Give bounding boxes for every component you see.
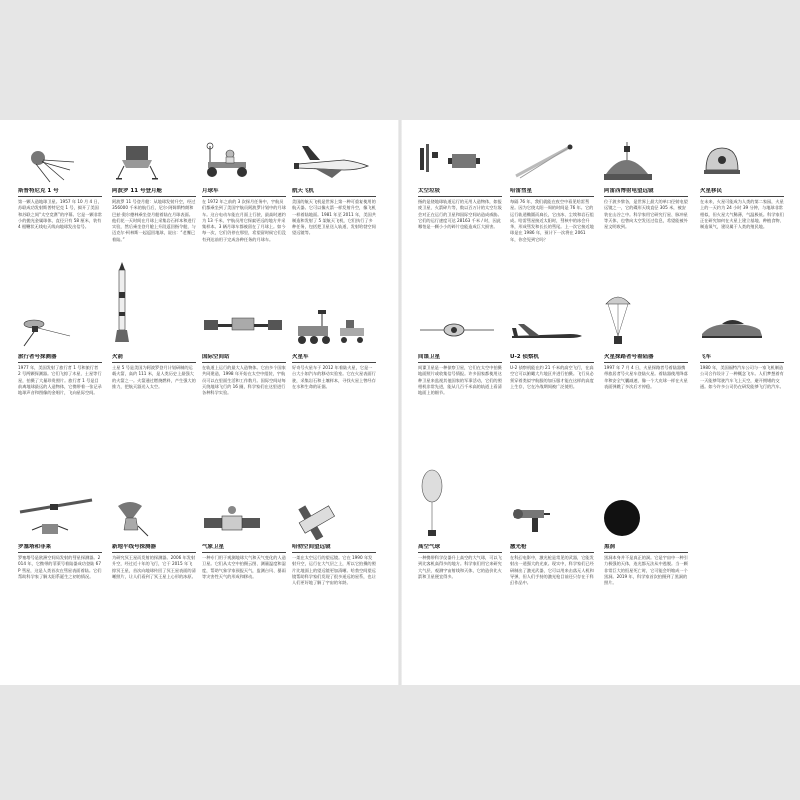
entry-u2 [510, 306, 594, 390]
entry-sputnik [18, 140, 102, 230]
entry-title: 国际空间站 [202, 354, 286, 363]
entry-body: 在 1972 年之前的 3 次探月任务中，宇航员们都乘坐到了美国宇航员阿波罗计划中的月球车。这台电动车能在月面上行驶，最高时速约为 13 千米，宇航员用它探索更远的地方并采集样本。3 辆月球车都被留在了月球上。如今每一次，它们仍停在那里，希望留时候它们没有到达前用于完成各种任务的月球车。 [202, 199, 286, 242]
space-junk-icon [418, 140, 502, 184]
entry-title: 阿波罗 11 号登月舱 [112, 188, 196, 197]
entry-new-horizons [112, 496, 196, 580]
entry-title: 黑洞 [604, 544, 688, 553]
entry-rocket [112, 262, 196, 390]
entry-body: 阿波罗 11 号登月舱：从地球发射升空，经过 356000 千米的航行后，尼尔·阿姆斯特朗和巴兹·奥尔德林乘坐登月舱着陆在月球表面。他们花一天时间在月球上采集岩石样本和进行实验，然后乘坐登月舱上升段返回指令舱，与迈克尔·柯林斯一起返回地球，说出：“老鹰已着陆。” [112, 199, 196, 242]
entry-title: 激光枪 [510, 544, 594, 553]
entry-laser-gun [510, 496, 594, 586]
rocket-icon [112, 262, 196, 350]
hubble-telescope-icon [292, 496, 376, 540]
laser-gun-icon [510, 496, 594, 540]
sputnik-icon [18, 140, 102, 184]
lunar-rover-icon [202, 140, 286, 184]
entry-body: 间谍卫星是一种侦察卫星，它们在太空中拍摄地面照片或收集信号情报。许多国家都使用这种卫星来监视其他国家的军事活动，它们的照相机非常先进，能从几百千米高的轨道上看清地面上的细节。 [418, 365, 502, 396]
entry-mars-rover [292, 306, 376, 390]
rosetta-probe-icon [18, 496, 102, 540]
entry-title: 火箭 [112, 354, 196, 363]
comet-icon [510, 140, 594, 184]
entry-body: 罗塞塔号是欧洲空间局发射的彗星探测器。2014 年，它携带的菲莱号着陆器成功登陆 67P 彗星，这是人类首次在彗星表面着陆。它们帮助科学家了解太阳系诞生之初的情况。 [18, 555, 102, 579]
entry-body: U-2 侦察机能在约 21 千米的高空飞行，在高空它可以俯瞰大片地区并进行拍摄。飞行员必须穿着类似宇航服的加压服才能在这样的高度上生存，它在冷战期间被广泛使用。 [510, 365, 594, 389]
flying-car-icon [700, 306, 784, 350]
parachute-icon [604, 290, 688, 350]
entry-body: 位于波多黎各，是世界上最大的单口径射电望远镜之一，它的碟形天线直径 305 米，被安装在山谷之中。科学家用它研究行星、脉冲星等天体，也曾向太空发送过信息，希望能被外星文明收到。 [604, 199, 688, 230]
entry-body: 第一颗人造地球卫星。1957 年 10 月 4 日，苏联成功发射斯普特尼克 1 号，揭开了美国和苏联之间“太空竞赛”的序幕。它是一颗非常小的抛光金属球体，直径只有 58 厘米，装有 4 根鞭状无线电天线向地球发出信号。 [18, 199, 102, 230]
entry-hubble [292, 496, 376, 586]
entry-title: 哈雷彗星 [510, 188, 594, 197]
entry-title: 间谍卫星 [418, 354, 502, 363]
entry-body: 美国的航天飞机是世界上第一种可重复使用的航天器。它可以像火箭一样发射升空，像飞机一样着陆地面。1981 年至 2011 年，美国共制造和发射了 5 架航天飞机，它们执行了多种任务，包括把卫星送入轨道、发射哈勃空间望远镜等。 [292, 199, 376, 236]
mars-capsule-icon [700, 140, 784, 184]
entry-rosetta [18, 496, 102, 580]
entry-title: 罗塞塔和菲莱 [18, 544, 102, 553]
black-hole-icon [604, 496, 688, 540]
lunar-module-icon [112, 140, 196, 184]
entry-title: 阿雷西博射电望远镜 [604, 188, 688, 197]
new-horizons-icon [112, 496, 196, 540]
voyager-probe-icon [18, 306, 102, 350]
entry-body: 一种专门用于观测地球大气和天气变化的人造卫星。它们从太空中拍摄云图、测量温度和湿度，帮助气象学家预报天气，监测台风、暴雨等灾害性天气的形成和移动。 [202, 555, 286, 579]
entry-body: 1977 年，美国发射了旅行者 1 号和旅行者 2 号两颗探测器。它们飞掠了木星、土星等行星，拍摄了大量珍贵照片。旅行者 1 号是目前离地球最远的人造物体，它携带着一张记录地球声音和图像的金唱片，飞向星际空间。 [18, 365, 102, 396]
entry-title: 火星移民 [700, 188, 784, 197]
entry-title: 高空气球 [418, 544, 502, 553]
entry-body: 1980 年，美国福特汽车公司与一家飞机制造公司合作设计了一种概念飞车。人们梦想着有一天能够驾驶汽车飞上天空，避开拥堵的交通。如今许多公司仍在研发能够飞行的汽车。 [700, 365, 784, 389]
entry-body: 在科幻电影中，激光枪是常见的武器，它能发射出一道强大的光束。现实中，科学家们已经研制出了激光武器，它可以用来击落无人机和导弹，但人们手持的激光枪目前还只存在于科幻作品中。 [510, 555, 594, 586]
entry-title: 斯普特尼克 1 号 [18, 188, 102, 197]
entry-body: 为研究冥王星而发射的探测器。2006 年发射升空，经过近十年的飞行，它于 2015 年飞掠冥王星，首次向地球传回了冥王星表面的清晰照片，让人们看到了冥王星上心形的冰原。 [112, 555, 196, 579]
entry-black-hole [604, 496, 688, 586]
entry-balloon [418, 468, 502, 580]
entry-title: 航天飞机 [292, 188, 376, 197]
spy-satellite-icon [418, 306, 502, 350]
entry-mars-colony [700, 140, 784, 230]
entry-flying-car [700, 306, 784, 390]
entry-pathfinder [604, 290, 688, 390]
entry-title: 旅行者号探测器 [18, 354, 102, 363]
mars-rover-icon [292, 306, 376, 350]
entry-space-shuttle [292, 140, 376, 237]
entry-title: 火星车 [292, 354, 376, 363]
entry-arecibo [604, 140, 688, 230]
entry-body: 好奇号火星车于 2012 年着陆火星，它是一台大小如汽车的移动实验室。它在火星表面行驶，采集岩石和土壤样本，寻找火星上曾经存在水和生命的证据。 [292, 365, 376, 389]
spy-plane-icon [510, 306, 594, 350]
entry-title: 新地平线号探测器 [112, 544, 196, 553]
entry-title: 气象卫星 [202, 544, 286, 553]
entry-title: 飞车 [700, 354, 784, 363]
entry-title: 月球车 [202, 188, 286, 197]
entry-body: 在轨道上运行的最大人造物体。它由多个国家共同建造，1998 年开始在太空中组装，宇航员可以在里面生活和工作数月。国际空间站每天绕地球飞行约 16 圈，科学家们在这里进行各种科学实验。 [202, 365, 286, 396]
entry-spy-satellite [418, 306, 502, 396]
entry-body: 土星 5 号是美国为阿波罗登月计划研制的运载火箭，高约 111 米，是人类历史上最强大的火箭之一。火箭通过燃烧燃料，产生强大的推力，把航天器送入太空。 [112, 365, 196, 389]
entry-halley-comet [510, 140, 594, 243]
entry-weather-satellite [202, 496, 286, 580]
book-gutter [398, 120, 402, 685]
entry-space-junk [418, 140, 502, 230]
entry-title: 哈勃空间望远镜 [292, 544, 376, 553]
space-station-icon [202, 306, 286, 350]
entry-body: 一种携带科学仪器升上高空的大气球，可以飞到比客机高得多的地方。科学家们用它来研究大气层、观测宇宙射线和天体，它的造价比火箭和卫星便宜得多。 [418, 555, 502, 579]
entry-body: 指的是绕地球轨道运行的无用人造物体，如报废卫星、火箭碎片等，数以百万计的太空垃圾会对正在运行的卫星和国际空间站造成威胁。它们的运行速度可达 28163 千米 / 时，因此哪怕是一颗小小的碎片也能造成巨大损害。 [418, 199, 502, 230]
entry-voyager [18, 306, 102, 396]
entry-lunar-module [112, 140, 196, 243]
entry-body: 黑洞本身并不是真正的洞。它是宇宙中一种引力极强的天体，连光都无法从中逃脱。当一颗非常巨大的恒星死亡时，它可能会坍缩成一个黑洞。2019 年，科学家首次拍摄到了黑洞的照片。 [604, 555, 688, 586]
entry-body: 每隔 76 年，我们就能在夜空中看见哈雷彗星。因为它绕太阳一周的时间是 76 年。它的运行轨道椭圆而扁长，它由冰、尘埃和岩石组成。哈雷彗星接近太阳时，彗核中的冰会升华，形成彗发和长长的彗尾。上一次它接近地球是在 1986 年，预计下一次将在 2061 年，你会见到它吗？ [510, 199, 594, 242]
space-shuttle-icon [292, 140, 376, 184]
entry-title: U-2 侦察机 [510, 354, 594, 363]
entry-title: 太空垃圾 [418, 188, 502, 197]
balloon-icon [418, 468, 502, 540]
entry-body: 1997 年 7 月 4 日，火星探路者号着陆器携带旅居者号火星车登陆火星。着陆器使用降落伞和安全气囊减速，像一个大皮球一样在火星表面弹跳了多次后才停稳。 [604, 365, 688, 389]
entry-lunar-rover [202, 140, 286, 243]
entry-body: 在未来，火星可能成为人类的第二家园，火星上的一天约为 24 小时 39 分钟，与地球非常相似，但火星大气稀薄，气温极低。科学家们正在研究如何在火星上建立基地、种植食物、制造氧气，建设属于人类的殖民地。 [700, 199, 784, 230]
radio-telescope-icon [604, 140, 688, 184]
entry-iss [202, 306, 286, 396]
entry-title: 火星探路者号着陆器 [604, 354, 688, 363]
weather-satellite-icon [202, 496, 286, 540]
entry-body: 一架在太空运行的望远镜。它在 1990 年发射升空，运行在大气层之上，所以它拍摄的照片比地面上的望远镜更加清晰。哈勃空间望远镜帮助科学家们发现了很多遥远的星系，也让人们更好地了解了宇宙的年龄。 [292, 555, 376, 586]
